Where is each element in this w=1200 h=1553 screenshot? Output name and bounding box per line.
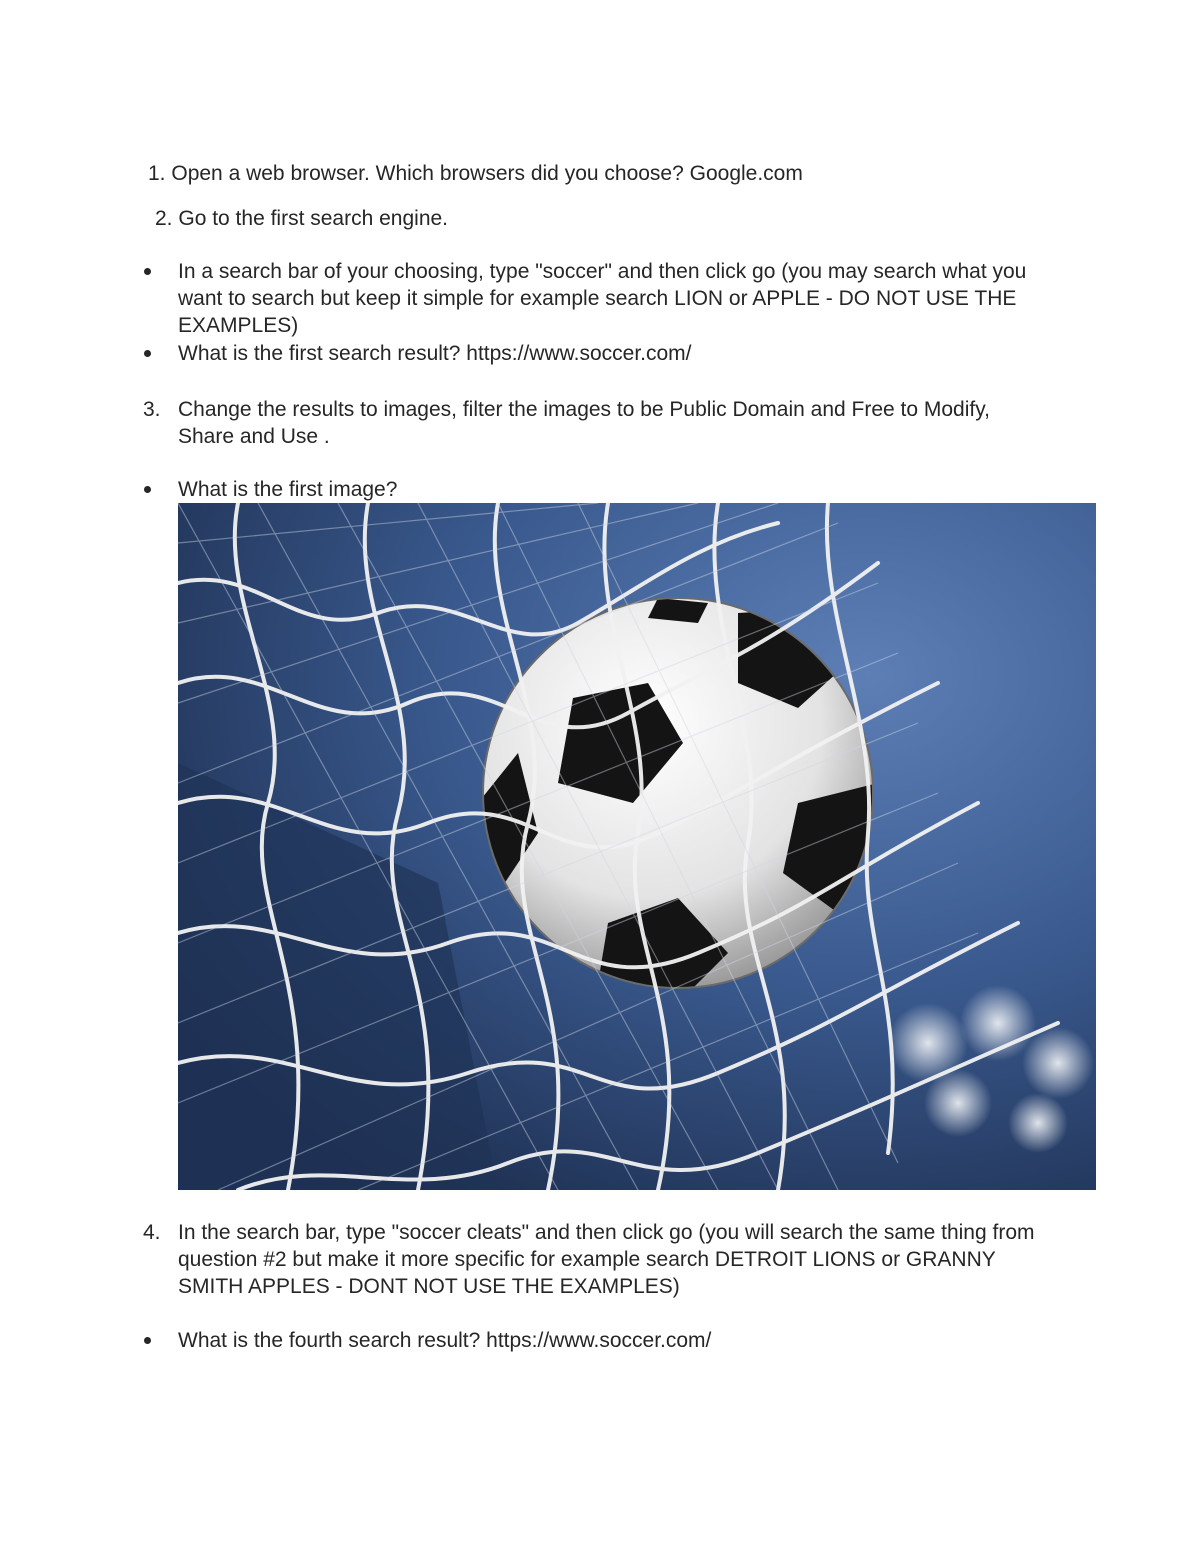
bullet-item-search-instruction: In a search bar of your choosing, type "soccer" and then click go (you may search what you want to search but keep it simple for example search LION or APPLE - DO NOT USE THE EXAMPLES)	[178, 260, 1027, 337]
question-3-text: Change the results to images, filter the images to be Public Domain and Free to Modify, Share and Use .	[178, 398, 991, 448]
bullet-icon	[144, 350, 151, 357]
question-2-text: Go to the first search engine.	[178, 207, 449, 230]
question-1-number: 1.	[148, 162, 166, 185]
bullet-icon	[144, 268, 151, 275]
question-4-number: 4.	[143, 1221, 161, 1244]
bullet-icon	[144, 1337, 151, 1344]
question-4-text: In the search bar, type "soccer cleats" and then click go (you will search the same thing from question #2 but make it more specific for example search DETROIT LIONS or GRANNY SMITH APPLES - DONT NOT USE THE EXAMPLES)	[178, 1221, 1035, 1298]
question-2-number: 2.	[155, 207, 173, 230]
question-2	[155, 205, 448, 232]
question-1	[148, 160, 803, 187]
bullet-item-first-result: What is the first search result? https://www.soccer.com/	[178, 342, 692, 365]
bullet-item-first-image: What is the first image?	[178, 478, 398, 501]
bullet-item-fourth-result: What is the fourth search result? https://www.soccer.com/	[178, 1329, 712, 1352]
soccer-ball-photo	[178, 503, 1096, 1190]
question-1-text: Open a web browser. Which browsers did you choose? Google.com	[171, 162, 803, 185]
bullet-icon	[144, 486, 151, 493]
question-3-number: 3.	[143, 398, 161, 421]
